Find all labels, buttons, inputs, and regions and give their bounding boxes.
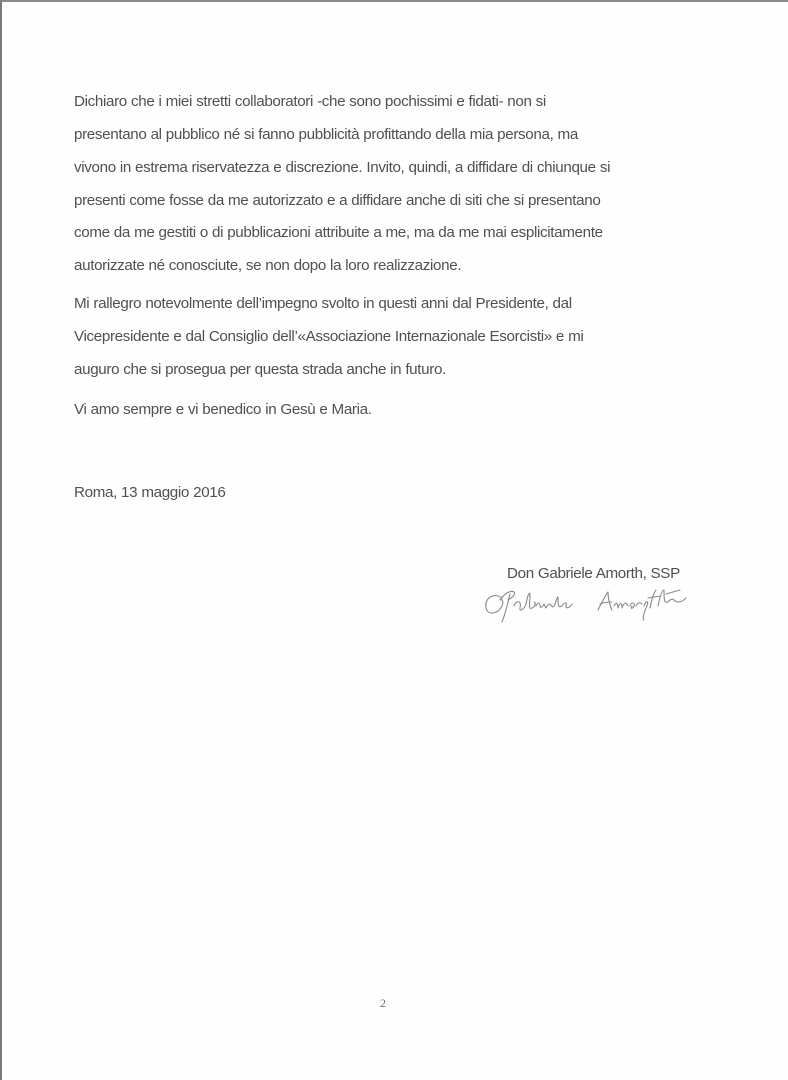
text-line: Dichiaro che i miei stretti collaboratori -che sono pochissimi e fidati- non si	[74, 93, 546, 110]
text-line: Vicepresidente e dal Consiglio dell’«Associazione Internazionale Esorcisti» e mi	[74, 328, 584, 345]
text-line: come da me gestiti o di pubblicazioni attribuite a me, ma da me mai esplicitamente	[74, 224, 603, 241]
place-date: Roma, 13 maggio 2016	[74, 484, 226, 501]
text-line: presenti come fosse da me autorizzato e a diffidare anche di siti che si presentano	[74, 192, 601, 209]
text-line: vivono in estrema riservatezza e discrezione. Invito, quindi, a diffidare di chiunque si	[74, 159, 611, 176]
handwritten-signature-icon	[480, 584, 710, 624]
signatory-name: Don Gabriele Amorth, SSP	[507, 565, 680, 582]
page-number: 2	[380, 996, 386, 1010]
text-line: autorizzate né conosciute, se non dopo la loro realizzazione.	[74, 257, 462, 274]
text-line: Vi amo sempre e vi benedico in Gesù e Maria.	[74, 401, 372, 418]
text-line: auguro che si prosegua per questa strada anche in futuro.	[74, 361, 446, 378]
text-line: Mi rallegro notevolmente dell’impegno svolto in questi anni dal Presidente, dal	[74, 295, 572, 312]
text-line: presentano al pubblico né si fanno pubblicità profittando della mia persona, ma	[74, 126, 578, 143]
